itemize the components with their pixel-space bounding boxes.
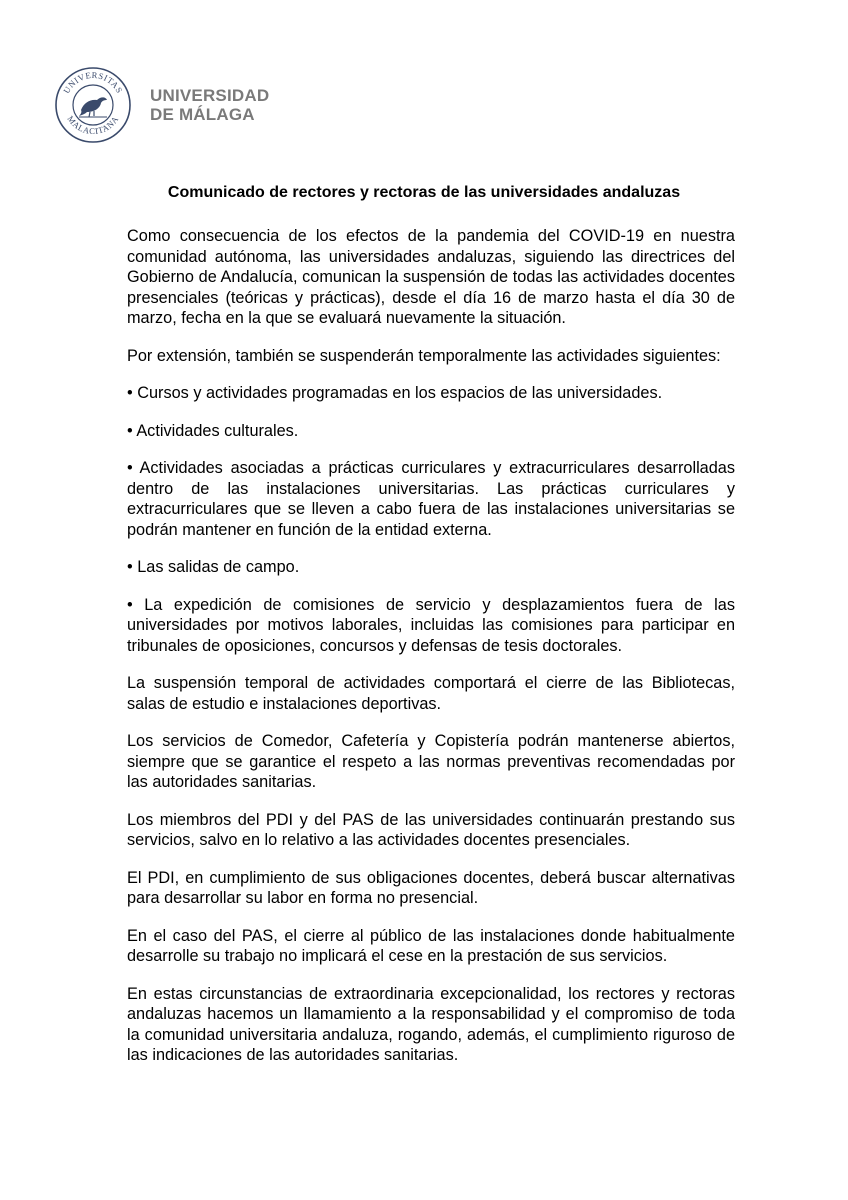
bullet-item: • La expedición de comisiones de servicio y desplazamientos fuera de las universidades por motivos laborales, incluidas las comisiones para participar en tribunales de oposiciones, concursos y defensas de tesis doctorales. bbox=[127, 595, 735, 655]
university-name bbox=[150, 86, 269, 124]
seal-ring-bottom-text: MALACITANA bbox=[65, 113, 121, 137]
bullet-item: • Cursos y actividades programadas en los espacios de las universidades. bbox=[127, 384, 663, 402]
paragraph: En el caso del PAS, el cierre al público de las instalaciones donde habitualmente desarrolle su trabajo no implicará el cese en la prestación de sus servicios. bbox=[127, 926, 735, 965]
document-title: Comunicado de rectores y rectoras de las universidades andaluzas bbox=[167, 184, 681, 201]
svg-text:UNIVERSITAS bbox=[61, 70, 125, 95]
paragraph: Por extensión, también se suspenderán temporalmente las actividades siguientes: bbox=[127, 346, 721, 365]
paragraph: Los miembros del PDI y del PAS de las universidades continuarán prestando sus servicios, salvo en lo relativo a las actividades docentes presenciales. bbox=[127, 810, 735, 849]
paragraph: Los servicios de Comedor, Cafetería y Copistería podrán mantenerse abiertos, siempre que se garantice el respeto a las normas preventivas recomendadas por las autoridades sanitarias. bbox=[127, 732, 735, 791]
paragraph: La suspensión temporal de actividades comportará el cierre de las Bibliotecas, salas de estudio e instalaciones deportivas. bbox=[127, 674, 735, 713]
document-body bbox=[127, 226, 735, 1083]
university-name-line2: DE MÁLAGA bbox=[150, 105, 255, 124]
bullet-item: • Actividades asociadas a prácticas curriculares y extracurriculares desarrolladas dentro de las instalaciones universitarias. Las prácticas curriculares y extracurriculares que se lleven a cabo fuera de las instalaciones universitarias se podrán mantener en función de la entidad externa. bbox=[127, 459, 735, 539]
university-name-line1: UNIVERSIDAD bbox=[150, 86, 270, 105]
paragraph: El PDI, en cumplimiento de sus obligaciones docentes, deberá buscar alternativas para desarrollar su labor en forma no presencial. bbox=[127, 868, 735, 907]
bullet-item: • Actividades culturales. bbox=[127, 421, 299, 440]
university-seal-icon bbox=[54, 66, 132, 144]
letterhead bbox=[54, 66, 314, 144]
paragraph: Como consecuencia de los efectos de la pandemia del COVID-19 en nuestra comunidad autónoma, las universidades andaluzas, siguiendo las directrices del Gobierno de Andalucía, comunican la suspensión de todas las actividades docentes presenciales (teóricas y prácticas), desde el día 16 de marzo hasta el día 30 de marzo, fecha en la que se evaluará nuevamente la situación. bbox=[127, 227, 735, 327]
paragraph: En estas circunstancias de extraordinaria excepcionalidad, los rectores y rectoras andaluzas hacemos un llamamiento a la responsabilidad y el compromiso de toda la comunidad universitaria andaluza, rogando, además, el cumplimiento riguroso de las indicaciones de las autoridades sanitarias. bbox=[127, 984, 735, 1064]
seal-ring-top-text: UNIVERSITAS bbox=[61, 69, 125, 96]
bullet-item: • Las salidas de campo. bbox=[127, 558, 300, 576]
